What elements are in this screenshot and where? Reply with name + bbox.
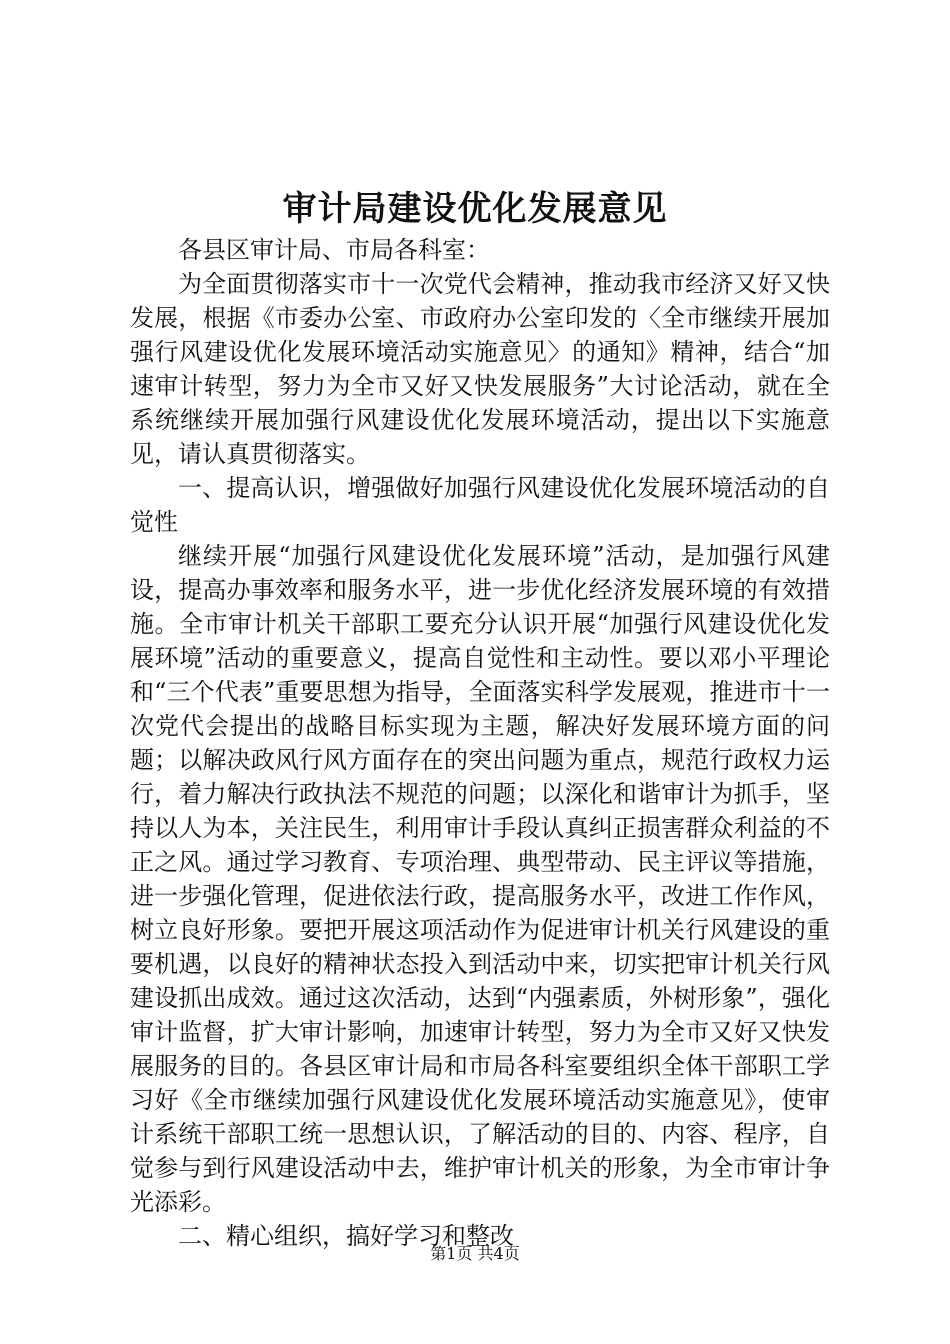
intro-paragraph: 为全面贯彻落实市十一次党代会精神，推动我市经济又好又快发展，根据《市委办公室、市政府办公室印发的〈全市继续开展加强行风建设优化发展环境活动实施意见〉的通知》精神，结合“加速审计转型，努力为全市又好又快发展服务”大讨论活动，就在全系统继续开展加强行风建设优化发展环境活动，提出以下实施意见，请认真贯彻落实。 (130, 270, 830, 468)
section-heading-2: 二、精心组织，搞好学习和整改 (178, 1222, 514, 1250)
document-body (130, 233, 830, 1253)
section-heading-1: 一、提高认识，增强做好加强行风建设优化发展环境活动的自觉性 (130, 474, 830, 536)
page-number-footer: 第1页 共4页 (430, 1244, 520, 1263)
salutation: 各县区审计局、市局各科室： (178, 236, 490, 264)
document-title: 审计局建设优化发展意见 (282, 189, 668, 229)
section-1-paragraph: 继续开展“加强行风建设优化发展环境”活动，是加强行风建设，提高办事效率和服务水平，进一步优化经济发展环境的有效措施。全市审计机关干部职工要充分认识开展“加强行风建设优化发展环境”活动的重要意义，提高自觉性和主动性。要以邓小平理论和“三个代表”重要思想为指导，全面落实科学发展观，推进市十一次党代会提出的战略目标实现为主题，解决好发展环境方面的问题；以解决政风行风方面存在的突出问题为重点，规范行政权力运行，着力解决行政执法不规范的问题；以深化和谐审计为抓手，坚持以人为本，关注民生，利用审计手段认真纠正损害群众利益的不正之风。通过学习教育、专项治理、典型带动、民主评议等措施，进一步强化管理，促进依法行政，提高服务水平，改进工作作风，树立良好形象。要把开展这项活动作为促进审计机关行风建设的重要机遇，以良好的精神状态投入到活动中来，切实把审计机关行风建设抓出成效。通过这次活动，达到“内强素质，外树形象”，强化审计监督，扩大审计影响，加速审计转型，努力为全市又好又快发展服务的目的。各县区审计局和市局各科室要组织全体干部职工学习好《全市继续加强行风建设优化发展环境活动实施意见》，使审计系统干部职工统一思想认识，了解活动的目的、内容、程序，自觉参与到行风建设活动中去，维护审计机关的形象，为全市审计争光添彩。 (130, 542, 830, 1216)
